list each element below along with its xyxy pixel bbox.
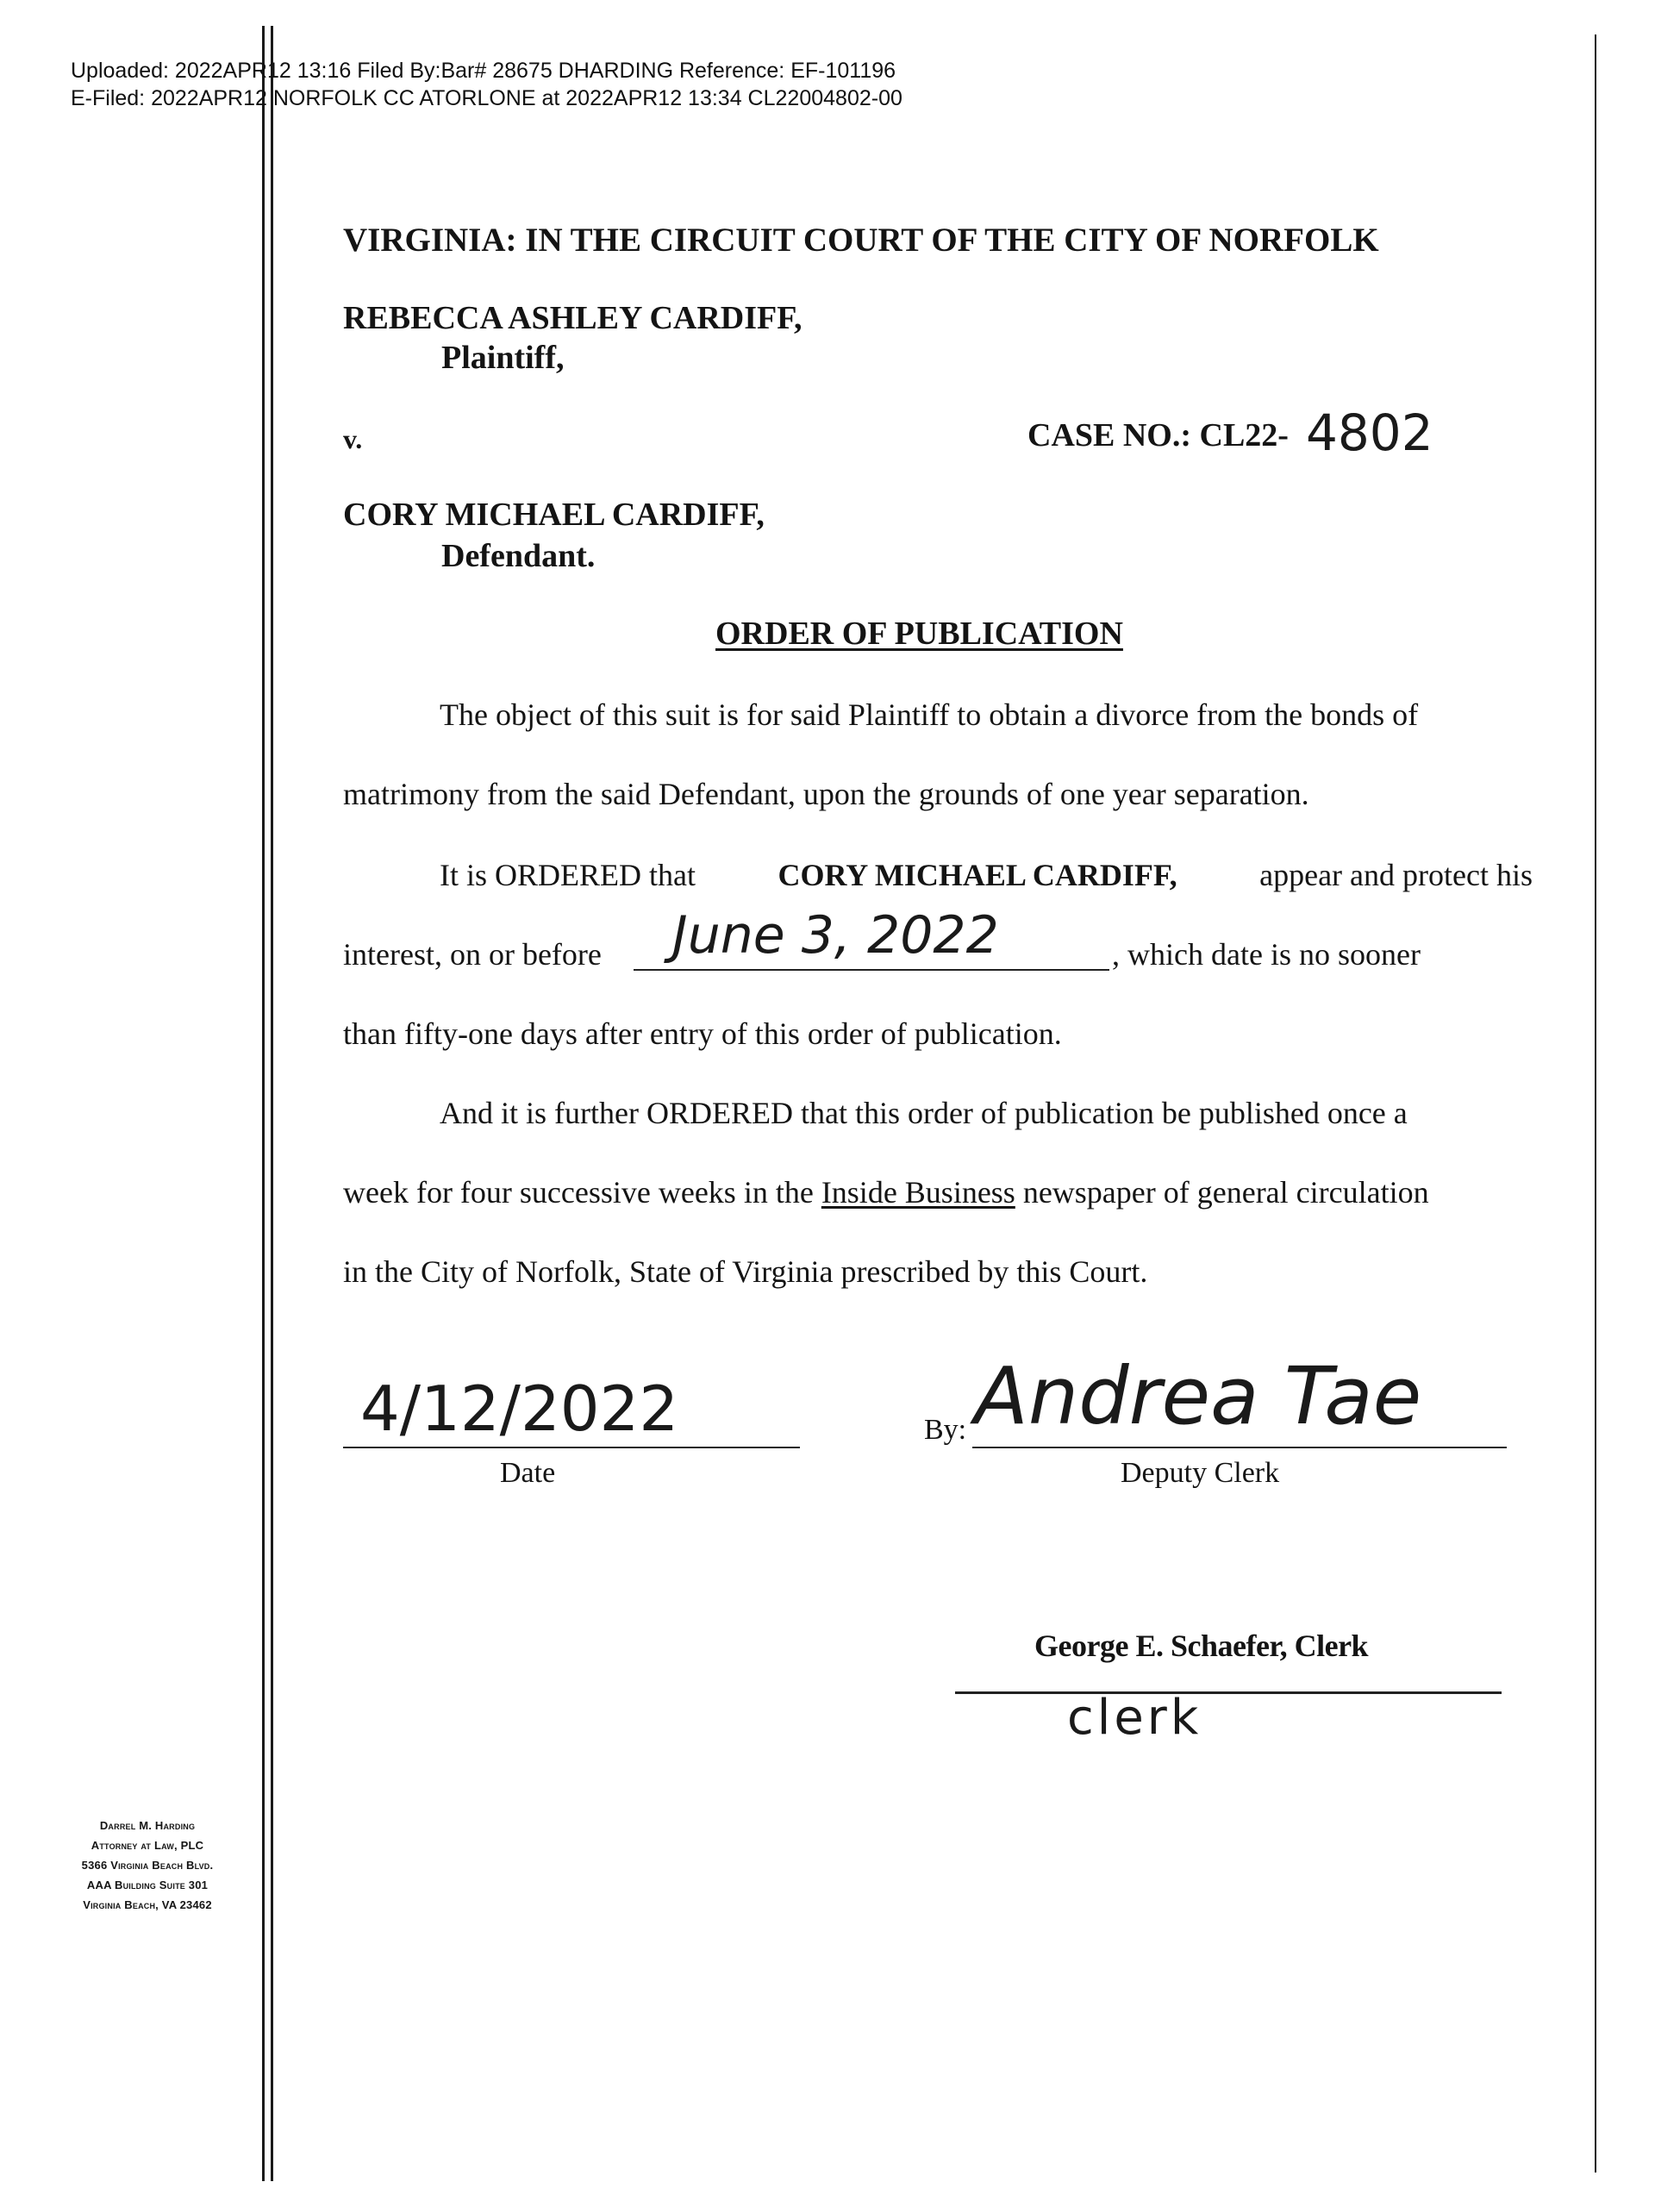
paragraph-2-line-1 [440,857,1533,893]
order-suffix: appear and protect his [1252,858,1533,892]
paragraph-1-line-1: The object of this suit is for said Plaintiff to obtain a divorce from the bonds of [440,697,1419,732]
attorney-suite: AAA Building Suite 301 [86,1879,209,1891]
newspaper-name: Inside Business [821,1175,1015,1210]
versus: v. [343,423,363,454]
attorney-block [40,1816,255,1915]
filing-stamp-line-1: Uploaded: 2022APR12 13:16 Filed By:Bar# 28675 DHARDING Reference: EF-101196 [71,59,896,83]
case-number-handwritten: 4802 [1306,403,1433,462]
publication-prefix: week for four successive weeks in the [343,1175,821,1210]
paragraph-1-line-2: matrimony from the said Defendant, upon the grounds of one year separation. [343,777,1309,811]
entry-date-handwritten: 4/12/2022 [360,1372,679,1445]
paragraph-2-line-2-suffix: , which date is no sooner [1112,937,1421,972]
deputy-clerk-label: Deputy Clerk [1121,1457,1280,1489]
paragraph-3-line-1: And it is further ORDERED that this order of publication be published once a [440,1096,1408,1130]
order-prefix: It is ORDERED that [440,858,703,892]
paragraph-2-line-2-prefix: interest, on or before [343,937,602,972]
document-title: ORDER OF PUBLICATION [715,616,1123,652]
plaintiff-name: REBECCA ASHLEY CARDIFF, [343,300,803,336]
clerk-name: George E. Schaefer, Clerk [1034,1629,1369,1663]
clerk-signature-line [955,1691,1502,1694]
attorney-city: Virginia Beach, VA 23462 [83,1898,212,1911]
date-label: Date [500,1457,556,1489]
right-margin-rule [1595,34,1596,2173]
left-margin-rule-2 [271,26,273,2181]
left-margin-rule-1 [262,26,265,2181]
response-date-line [634,969,1109,971]
defendant-role: Defendant. [441,538,596,574]
deputy-clerk-signature: Andrea Tae [974,1350,1422,1442]
plaintiff-role: Plaintiff, [441,340,565,376]
attorney-street: 5366 Virginia Beach Blvd. [81,1859,214,1872]
case-number-label: CASE NO.: CL22- [1027,417,1289,453]
paragraph-3-line-3: in the City of Norfolk, State of Virginia prescribed by this Court. [343,1254,1148,1289]
paragraph-3-line-2 [343,1174,1429,1210]
defendant-name: CORY MICHAEL CARDIFF, [343,497,765,533]
by-label: By: [924,1414,967,1446]
clerk-handwritten: clerk [1067,1690,1202,1746]
publication-suffix: newspaper of general circulation [1015,1175,1429,1210]
deputy-signature-line [972,1447,1507,1448]
attorney-name: Darrel M. Harding [99,1819,196,1832]
filing-stamp-line-2: E-Filed: 2022APR12 NORFOLK CC ATORLONE at 2022APR12 13:34 CL22004802-00 [71,86,902,110]
attorney-firm: Attorney at Law, PLC [91,1839,204,1852]
response-date-handwritten: June 3, 2022 [672,905,999,966]
date-signature-line [343,1447,800,1448]
paragraph-2-line-3: than fifty-one days after entry of this order of publication. [343,1016,1062,1051]
court-heading: VIRGINIA: IN THE CIRCUIT COURT OF THE CITY OF NORFOLK [343,222,1379,259]
defendant-bold-name: CORY MICHAEL CARDIFF, [778,858,1177,892]
